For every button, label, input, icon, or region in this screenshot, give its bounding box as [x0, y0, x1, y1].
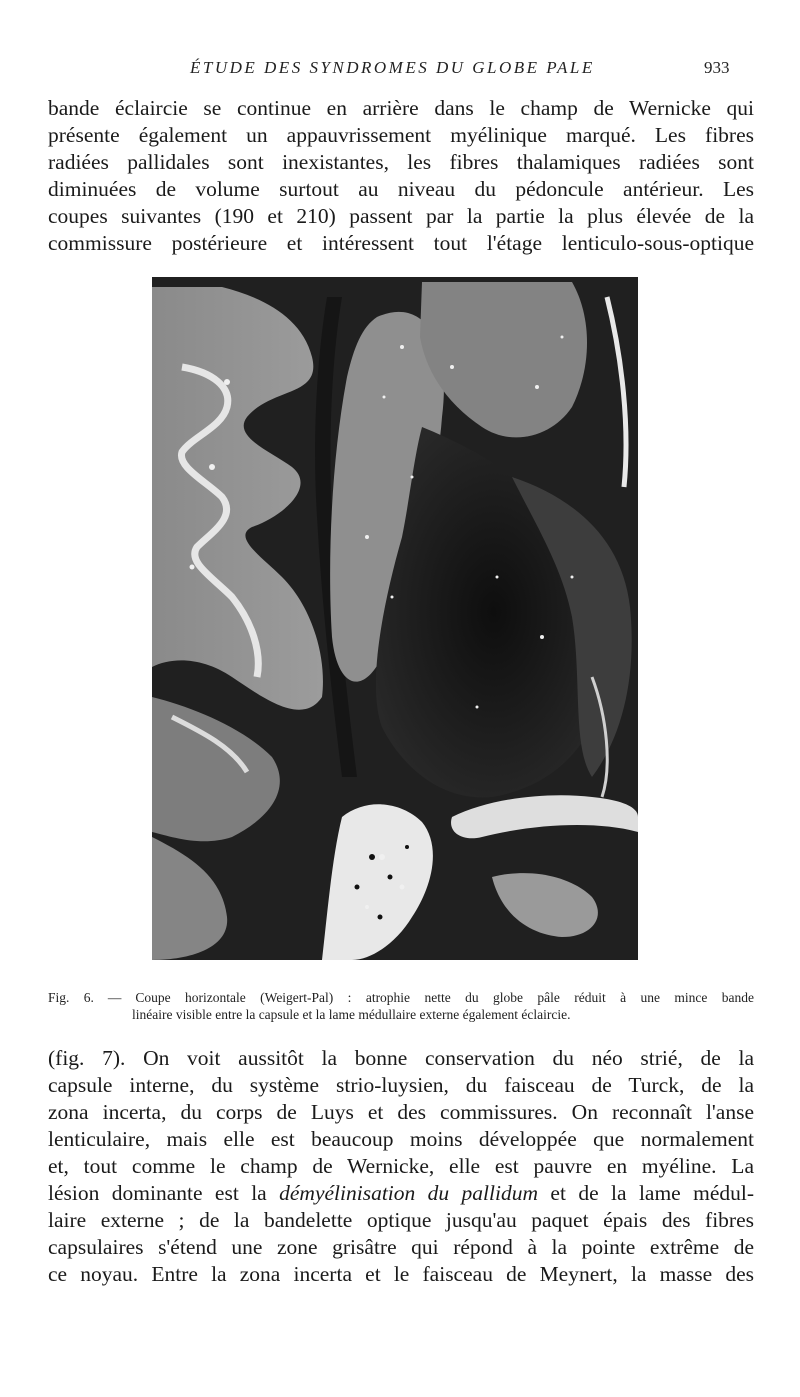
brain-section-image	[152, 277, 638, 960]
text-line: présente également un appauvrissement myélinique marqué. Les fibres	[48, 123, 754, 147]
italic-term: démyélinisation du pallidum	[279, 1181, 539, 1205]
text-line: commissure postérieure et intéressent tout l'étage lenticulo-sous-optique	[48, 231, 754, 255]
brain-section-photograph	[152, 277, 638, 960]
page-number: 933	[704, 58, 730, 77]
paragraph-bottom	[48, 1045, 754, 1288]
text-line: (fig. 7). On voit aussitôt la bonne conservation du néo strié, de la	[48, 1046, 754, 1070]
text-segment: et de la lame médul-	[550, 1181, 754, 1205]
text-line: ce noyau. Entre la zona incerta et le faisceau de Meynert, la masse des	[48, 1262, 754, 1286]
text-line: lenticulaire, mais elle est beaucoup moins développée que normalement	[48, 1127, 754, 1151]
text-line-mixed	[48, 1180, 754, 1207]
caption-dash: —	[107, 990, 122, 1005]
caption-line-1	[48, 989, 754, 1006]
running-header	[0, 58, 800, 84]
running-title: ÉTUDE DES SYNDROMES DU GLOBE PALE	[190, 58, 595, 77]
figure-caption	[48, 989, 754, 1023]
text-line: coupes suivantes (190 et 210) passent par la partie la plus élevée de la	[48, 204, 754, 228]
text-line: laire externe ; de la bandelette optique jusqu'au paquet épais des fibres	[48, 1208, 754, 1232]
text-line: capsule interne, du système strio-luysien, du faisceau de Turck, de la	[48, 1073, 754, 1097]
text-segment: lésion dominante est la	[48, 1181, 267, 1205]
text-line: bande éclaircie se continue en arrière dans le champ de Wernicke qui	[48, 96, 754, 120]
text-line: capsulaires s'étend une zone grisâtre qui répond à la pointe extrême de	[48, 1235, 754, 1259]
text-line: et, tout comme le champ de Wernicke, elle est pauvre en myéline. La	[48, 1154, 754, 1178]
text-line: radiées pallidales sont inexistantes, les fibres thalamiques radiées sont	[48, 150, 754, 174]
figure-label: Fig. 6.	[48, 990, 94, 1005]
text-line: diminuées de volume surtout au niveau du pédoncule antérieur. Les	[48, 177, 754, 201]
paragraph-top	[48, 95, 754, 257]
caption-line-2: linéaire visible entre la capsule et la lame médullaire externe également éclaircie.	[132, 1007, 571, 1022]
caption-text-1: Coupe horizontale (Weigert-Pal) : atrophie nette du globe pâle réduit à une mince bande	[135, 990, 754, 1005]
text-line: zona incerta, du corps de Luys et des commissures. On reconnaît l'anse	[48, 1100, 754, 1124]
